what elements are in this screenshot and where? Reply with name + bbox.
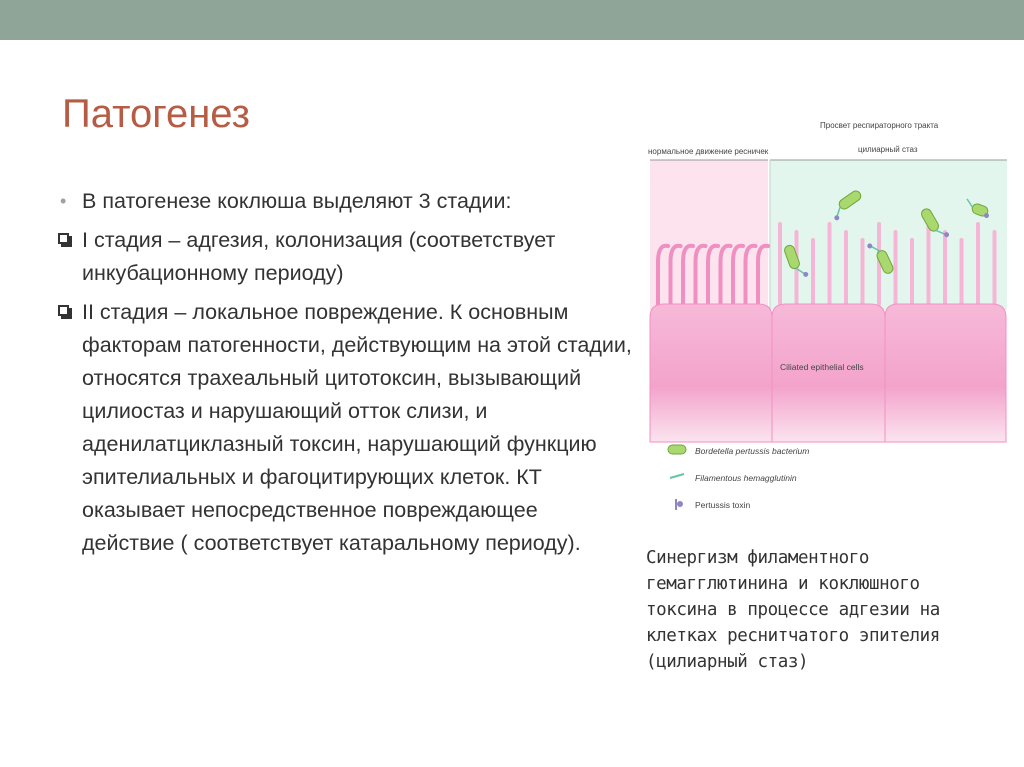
cells-label: Ciliated epithelial cells (780, 362, 864, 372)
figure-caption: Синергизм филаментного гемагглютинина и коклюшного токсина в процессе адгезии на клетках реснитчатого эпителия (цилиарный стаз) (646, 548, 940, 672)
top-decor-band (0, 0, 1024, 40)
legend-label: Pertussis toxin (695, 500, 751, 510)
ciliary-stasis-label: цилиарный стаз (858, 145, 918, 154)
stage2-bullet (58, 296, 633, 560)
bacterium-icon (668, 445, 686, 454)
intro-bullet (58, 185, 633, 218)
figure-legend (668, 445, 809, 510)
epithelial-cell (885, 304, 1006, 442)
stage1-bullet (58, 224, 633, 290)
normal-movement-label: нормальное движение ресничек (648, 147, 769, 156)
epithelial-cell (772, 304, 885, 442)
legend-label: Filamentous hemagglutinin (695, 473, 797, 483)
slide-title: Патогенез (62, 92, 250, 136)
slide-body (58, 185, 633, 566)
lumen-stasis-area (770, 160, 1007, 310)
stage1-text: I стадия – адгезия, колонизация (соответствует инкубационному периоду) (82, 228, 556, 285)
epithelial-cell (650, 304, 772, 442)
lumen-label: Просвет респираторного тракта (820, 121, 939, 130)
hemagglutinin-icon (670, 474, 684, 478)
checkbox-bullet-icon (58, 305, 69, 316)
bullet-dot-icon: • (60, 191, 67, 211)
checkbox-bullet-icon (58, 233, 69, 244)
stage2-text: II стадия – локальное повреждение. К основным факторам патогенности, действующим на этой стадии, относятся трахеальный цитотоксин, вызывающий цилиостаз и нарушающий отток слизи, и аденилатциклазный токсин, нарушающий функцию эпителиальных и фагоцитирующих клеток. КТ оказывает непосредственное повреждающее действие ( соответствует катаральному периоду). (82, 300, 632, 555)
intro-text: В патогенезе коклюша выделяют 3 стадии: (82, 189, 512, 213)
pathogenesis-figure (640, 112, 1010, 532)
legend-label: Bordetella pertussis bacterium (695, 446, 810, 456)
toxin-icon (676, 499, 683, 510)
